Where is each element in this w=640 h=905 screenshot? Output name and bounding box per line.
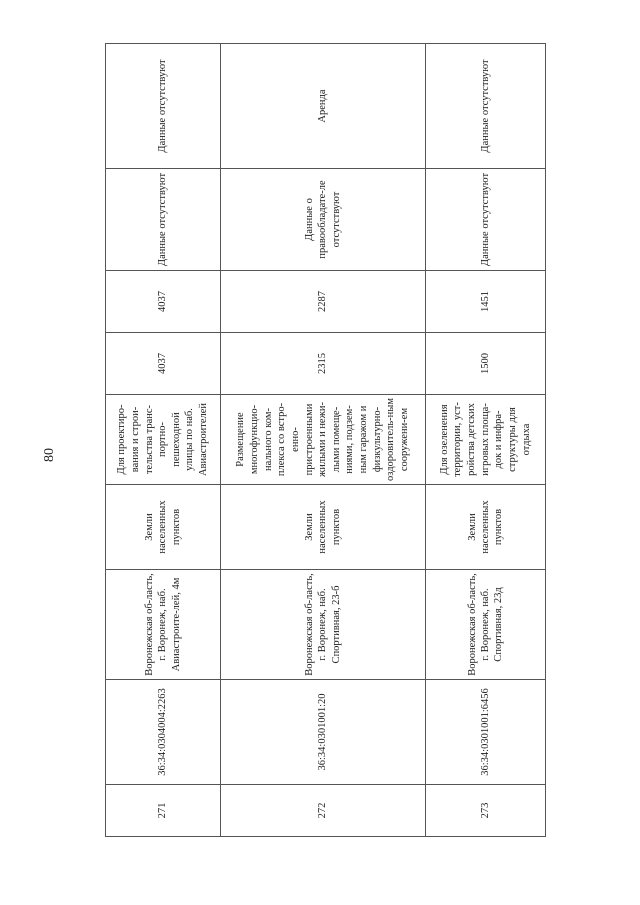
right-type-cell: Данные отсутствуют: [106, 44, 221, 169]
land-registry-table: [105, 43, 546, 837]
page-number: 80: [42, 448, 57, 462]
area-documented-cell: 4037: [106, 333, 221, 395]
cadastral-number: 36:34:0301001:20: [221, 680, 426, 785]
row-number: 272: [221, 785, 426, 837]
table-row: [221, 44, 426, 837]
address-cell: Воронежская об-ласть, г. Воронеж, наб. Спортивная, 23д: [426, 570, 546, 680]
right-type-cell: Аренда: [221, 44, 426, 169]
cadastral-number: 36:34:0304004:2263: [106, 680, 221, 785]
area-actual-cell: 4037: [106, 271, 221, 333]
row-number: 273: [426, 785, 546, 837]
permitted-use-cell: Для проектиро-вания и строи-тельства транс-портно-пешеходной улицы по наб. Авиастроителей: [106, 395, 221, 485]
land-category-cell: Земли населенных пунктов: [426, 485, 546, 570]
land-category-cell: Земли населенных пунктов: [106, 485, 221, 570]
cadastral-number: 36:34:0301001:6456: [426, 680, 546, 785]
right-holder-cell: Данные отсутствуют: [106, 169, 221, 271]
address-cell: Воронежская об-ласть, г. Воронеж, наб. Спортивная, 23-б: [221, 570, 426, 680]
right-holder-cell: Данные отсутствуют: [426, 169, 546, 271]
permitted-use-cell: Размещение многофункцио-нального ком-плекса со встро-енно-пристроенными жилыми и нежи-лыми помеще-ниями, подзем-ным гаражом и физкультурно-оздоровитель-ным сооружени-ем: [221, 395, 426, 485]
area-actual-cell: 1451: [426, 271, 546, 333]
permitted-use-cell: Для озеленения территории, уст-ройства детских игровых площа-док и инфра-структуры для отдыха: [426, 395, 546, 485]
land-registry-table-rotated: [105, 44, 532, 837]
area-documented-cell: 1500: [426, 333, 546, 395]
table-row: [106, 44, 221, 837]
land-category-cell: Земли населенных пунктов: [221, 485, 426, 570]
area-documented-cell: 2315: [221, 333, 426, 395]
right-type-cell: Данные отсутствуют: [426, 44, 546, 169]
address-cell: Воронежская об-ласть, г. Воронеж, наб. Авиастроите-лей, 4м: [106, 570, 221, 680]
land-registry-table-wrap: [105, 44, 532, 837]
right-holder-cell: Данные о правообладате-ле отсутствуют: [221, 169, 426, 271]
row-number: 271: [106, 785, 221, 837]
table-row: [426, 44, 546, 837]
area-actual-cell: 2287: [221, 271, 426, 333]
